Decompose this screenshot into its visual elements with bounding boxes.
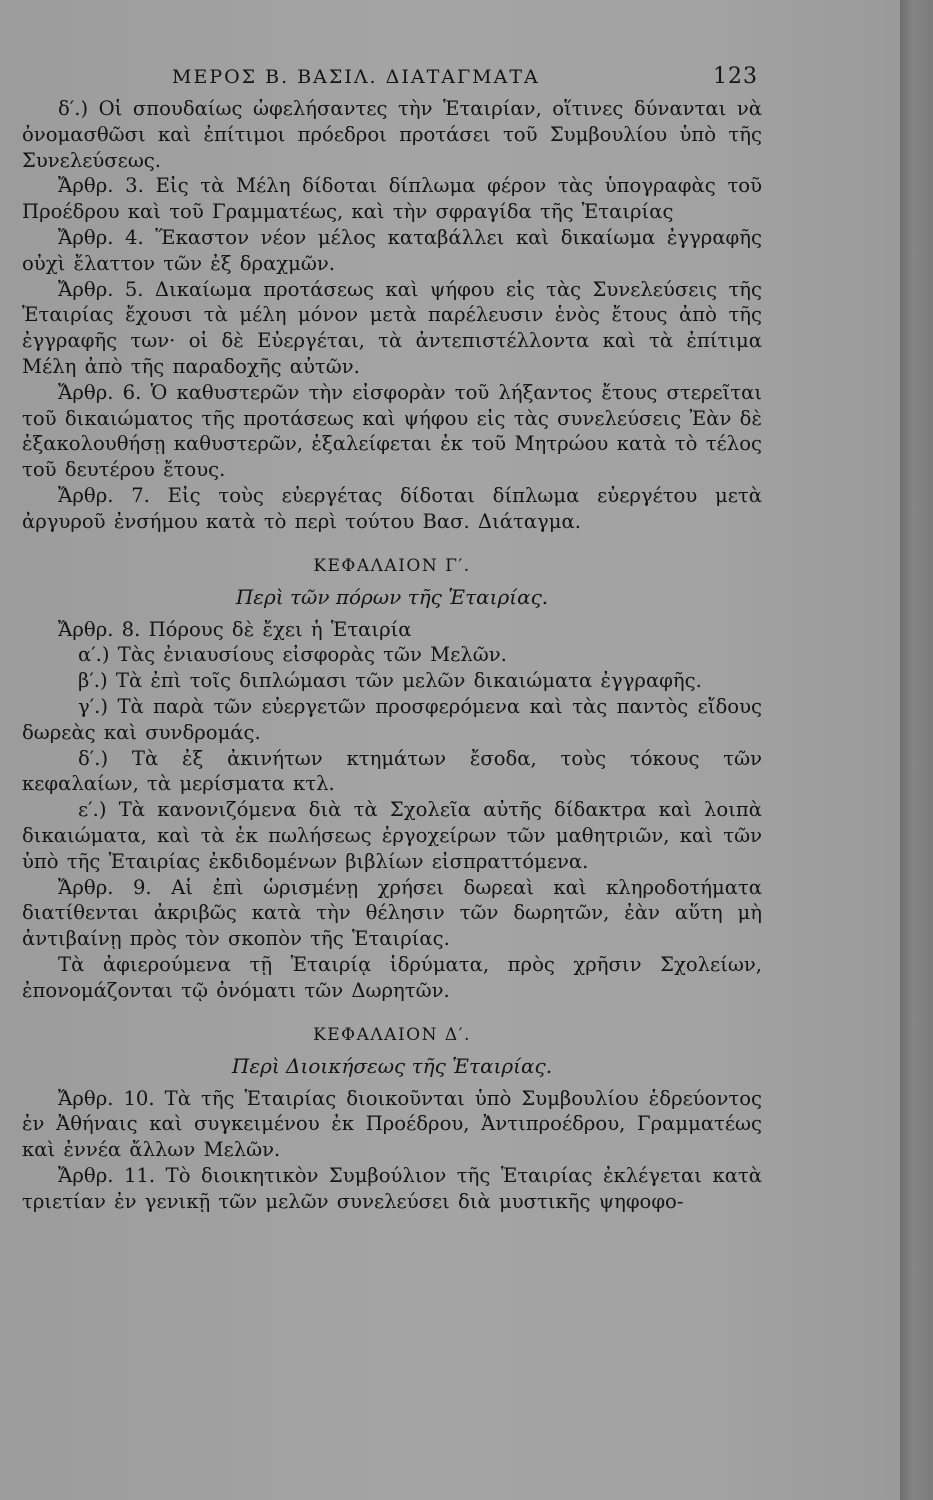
running-head bbox=[22, 60, 762, 96]
article-4: Ἄρθρ. 4. Ἕκαστον νέον μέλος καταβάλλει καὶ δικαίωμα ἐγγραφῆς οὐχὶ ἔλαττον τῶν ἐξ δραχμῶν. bbox=[22, 225, 762, 275]
item-delta: δ′.) Τὰ ἐξ ἀκινήτων κτημάτων ἔσοδα, τοὺς τόκους τῶν κεφαλαίων, τὰ μερίσματα κτλ. bbox=[22, 746, 762, 796]
article-6: Ἄρθρ. 6. Ὁ καθυστερῶν τὴν εἰσφορὰν τοῦ λήξαντος ἔτους στερεῖται τοῦ δικαιώματος τῆς προτάσεως καὶ ψήφου εἰς τὰς συνελεύσεις Ἐὰν δὲ ἐξακολουθήσῃ καθυστερῶν, ἐξαλείφεται ἐκ τοῦ Μητρώου κατὰ τὸ τέλος τοῦ δευτέρου ἔτους. bbox=[22, 380, 762, 482]
chapter-g-subtitle: Περὶ τῶν πόρων τῆς Ἑταιρίας. bbox=[235, 584, 549, 609]
article-10: Ἄρθρ. 10. Τὰ τῆς Ἑταιρίας διοικοῦνται ὑπὸ Συμβουλίου ἑδρεύοντος ἐν Ἀθήναις καὶ συγκειμένου ἐκ Προέδρου, Ἀντιπροέδρου, Γραμματέως καὶ ἐννέα ἄλλων Μελῶν. bbox=[22, 1086, 762, 1162]
page-number: 123 bbox=[713, 64, 758, 89]
article-11: Ἄρθρ. 11. Τὸ διοικητικὸν Συμβούλιον τῆς Ἑταιρίας ἐκλέγεται κατὰ τριετίαν ἐν γενικῇ τῶν μελῶν συνελεύσει διὰ μυστικῆς ψηφοφο- bbox=[22, 1163, 762, 1213]
item-gamma: γ′.) Τὰ παρὰ τῶν εὐεργετῶν προσφερόμενα καὶ τὰς παντὸς εἴδους δωρεὰς καὶ συνδρομάς. bbox=[22, 694, 762, 744]
chapter-d-subtitle: Περὶ Διοικήσεως τῆς Ἑταιρίας. bbox=[231, 1053, 553, 1078]
running-title: ΜΕΡΟΣ Β. ΒΑΣΙΛ. ΔΙΑΤΑΓΜΑΤΑ bbox=[172, 66, 540, 88]
item-epsilon: ε′.) Τὰ κανονιζόμενα διὰ τὰ Σχολεῖα αὐτῆς δίδακτρα καὶ λοιπὰ δικαιώματα, καὶ τὰ ἐκ πωλήσεως ἐργοχείρων τῶν μαθητριῶν, καὶ τῶν ὑπὸ τῆς Ἑταιρίας ἐκδιδομένων βιβλίων εἰσπραττόμενα. bbox=[22, 798, 762, 873]
item-alpha: α′.) Τὰς ἐνιαυσίους εἰσφορὰς τῶν Μελῶν. bbox=[78, 643, 507, 667]
page-edge bbox=[900, 0, 933, 1500]
page-content bbox=[22, 60, 762, 1214]
item-beta: β′.) Τὰ ἐπὶ τοῖς διπλώμασι τῶν μελῶν δικαιώματα ἐγγραφῆς. bbox=[78, 669, 702, 693]
article-5: Ἄρθρ. 5. Δικαίωμα προτάσεως καὶ ψήφου εἰς τὰς Συνελεύσεις τῆς Ἑταιρίας ἔχουσι τὰ μέλη μόνον μετὰ παρέλευσιν ἑνὸς ἔτους ἀπὸ τῆς ἐγγραφῆς των· οἱ δὲ Εὐεργέται, τὰ ἀντεπιστέλλοντα καὶ τὰ ἐπίτιμα Μέλη ἀπὸ τῆς παραδοχῆς αὐτῶν. bbox=[22, 277, 762, 378]
chapter-d-heading: ΚΕΦΑΛΑΙΟΝ Δ′. bbox=[313, 1024, 471, 1045]
paragraph-delta-members: δ′.) Οἱ σπουδαίως ὠφελήσαντες τὴν Ἑταιρίαν, οἵτινες δύνανται νὰ ὀνομασθῶσι καὶ ἐπίτιμοι πρόεδροι προτάσει τοῦ Συμβουλίου ὑπὸ τῆς Συνελεύσεως. bbox=[22, 97, 762, 172]
article-7: Ἄρθρ. 7. Εἰς τοὺς εὐεργέτας δίδοται δίπλωμα εὐεργέτου μετὰ ἀργυροῦ ἐνσήμου κατὰ τὸ περὶ τούτου Βασ. Διάταγμα. bbox=[22, 483, 762, 533]
article-3: Ἄρθρ. 3. Εἰς τὰ Μέλη δίδοται δίπλωμα φέρον τὰς ὑπογραφὰς τοῦ Προέδρου καὶ τοῦ Γραμματέως, καὶ τὴν σφραγίδα τῆς Ἑταιρίας bbox=[22, 174, 762, 224]
chapter-g-heading: ΚΕΦΑΛΑΙΟΝ Γ′. bbox=[313, 555, 471, 576]
article-8: Ἄρθρ. 8. Πόρους δὲ ἔχει ἡ Ἑταιρία bbox=[58, 617, 412, 641]
article-9: Ἄρθρ. 9. Αἱ ἐπὶ ὡρισμένῃ χρήσει δωρεαὶ καὶ κληροδοτήματα διατίθενται ἀκριβῶς κατὰ τὴν θέλησιν τῶν δωρητῶν, ἐὰν αὕτη μὴ ἀντιβαίνῃ πρὸς τὸν σκοπὸν τῆς Ἑταιρίας. bbox=[22, 875, 762, 951]
article-9-dedications: Τὰ ἀφιερούμενα τῇ Ἑταιρίᾳ ἱδρύματα, πρὸς χρῆσιν Σχολείων, ἐπονομάζονται τῷ ὀνόματι τῶν Δωρητῶν. bbox=[22, 952, 762, 1002]
